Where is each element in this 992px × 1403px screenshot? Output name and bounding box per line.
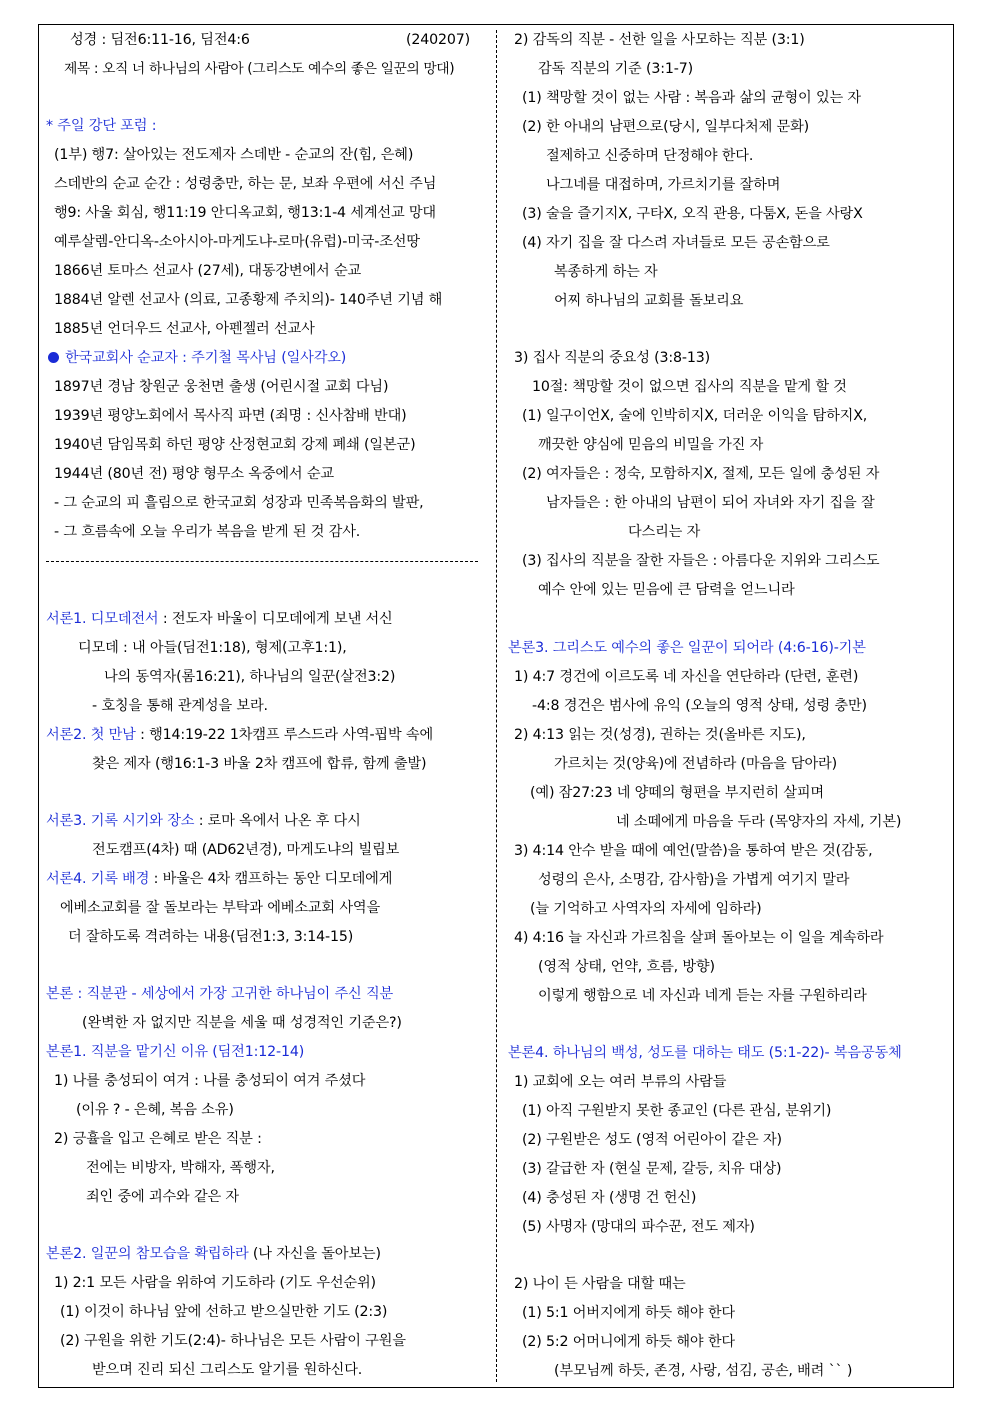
overseer-line: (3) 술을 즐기지X, 구타X, 오직 관용, 다툼X, 돈을 사랑X bbox=[522, 206, 863, 222]
intro-2 bbox=[46, 725, 433, 745]
elder-line: (2) 5:2 어머니에게 하듯 해야 한다 bbox=[522, 1334, 735, 1350]
intro-4-text: : 바울은 4차 캠프하는 동안 디모데에게 bbox=[149, 871, 393, 887]
body2-line: (2) 구원을 위한 기도(2:4)- 하나님은 모든 사람이 구원을 bbox=[60, 1333, 406, 1349]
overseer-line: 복종하게 하는 자 bbox=[554, 264, 658, 280]
elder-line: (1) 5:1 어버지에게 하듯 해야 한다 bbox=[522, 1305, 735, 1321]
intro-1 bbox=[46, 609, 393, 629]
deacon-line: 깨끗한 양심에 믿음의 비밀을 가진 자 bbox=[538, 437, 764, 453]
overseer-line: 나그네를 대접하며, 가르치기를 잘하며 bbox=[546, 177, 781, 193]
intro-2-text: : 행14:19-22 1차캠프 루스드라 사역-핍박 속에 bbox=[135, 727, 434, 743]
body3-line: 성령의 은사, 소명감, 감사함)을 가볍게 여기지 말라 bbox=[538, 872, 850, 888]
deacon-line: 10절: 책망할 것이 없으면 집사의 직분을 맡게 할 것 bbox=[532, 379, 847, 395]
martyr-line: - 그 흐름속에 오늘 우리가 복음을 받게 된 것 감사. bbox=[54, 524, 361, 540]
body1-line: 2) 긍휼을 입고 은혜로 받은 직분 : bbox=[54, 1131, 262, 1147]
martyr-line: 1940년 담임목회 하던 평양 산정현교회 강제 폐쇄 (일본군) bbox=[54, 437, 416, 453]
intro-4-line: 에베소교회를 잘 돌보라는 부탁과 에베소교회 사역을 bbox=[60, 900, 381, 916]
body2-heading bbox=[46, 1244, 381, 1264]
column-divider bbox=[496, 30, 497, 1382]
martyr-line: 1897년 경남 창원군 웅천면 출생 (어린시절 교회 다님) bbox=[54, 379, 389, 395]
body3-heading: 본론3. 그리스도 예수의 좋은 일꾼이 되어라 (4:6-16)-기본 bbox=[508, 640, 866, 656]
intro-2-label: 서론2. 첫 만남 bbox=[46, 727, 136, 743]
deacon-line: (2) 여자들은 : 정숙, 모함하지X, 절제, 모든 일에 충성된 자 bbox=[522, 466, 880, 482]
body3-line: (예) 잠27:23 네 양떼의 형편을 부지런히 살피며 bbox=[530, 785, 824, 801]
body4-line: (3) 갈급한 자 (현실 문제, 갈등, 치유 대상) bbox=[522, 1161, 782, 1177]
sermon-title: 제목 : 오직 너 하나님의 사람아 (그리스도 예수의 좋은 일꾼의 망대) bbox=[64, 61, 455, 77]
body4-line: (2) 구원받은 성도 (영적 어린아이 같은 자) bbox=[522, 1132, 782, 1148]
deacon-line: 다스리는 자 bbox=[628, 524, 701, 540]
body2-line: (1) 이것이 하나님 앞에 선하고 받으실만한 기도 (2:3) bbox=[60, 1304, 388, 1320]
martyr-line: - 그 순교의 피 흘림으로 한국교회 성장과 민족복음화의 발판, bbox=[54, 495, 424, 511]
section-separator bbox=[46, 561, 478, 562]
body2-heading-label: 본론2. 일꾼의 참모습을 확립하라 bbox=[46, 1246, 249, 1262]
body2-heading-tail: (나 자신을 돌아보는) bbox=[248, 1246, 381, 1262]
body4-heading: 본론4. 하나님의 백성, 성도를 대하는 태도 (5:1-22)- 복음공동체 bbox=[508, 1045, 902, 1061]
deacon-line: 예수 안에 있는 믿음에 큰 담력을 얻느니라 bbox=[538, 582, 795, 598]
overseer-line: (4) 자기 집을 잘 다스려 자녀들로 모든 공손함으로 bbox=[522, 235, 830, 251]
body2-line: 받으며 진리 되신 그리스도 알기를 원하신다. bbox=[92, 1362, 363, 1378]
bullet-icon bbox=[48, 352, 59, 363]
elder-line: (부모님께 하듯, 존경, 사랑, 섬김, 공손, 배려 `` ) bbox=[554, 1363, 853, 1379]
body3-line: (영적 상태, 언약, 흐름, 방향) bbox=[538, 959, 715, 975]
intro-3-line: 전도캠프(4차) 때 (AD62년경), 마게도냐의 빌립보 bbox=[92, 842, 400, 858]
deacon-line: 3) 집사 직분의 중요성 (3:8-13) bbox=[514, 350, 711, 366]
body3-line: 3) 4:14 안수 받을 때에 예언(말씀)을 통하여 받은 것(감동, bbox=[514, 843, 873, 859]
body1-line: 죄인 중에 괴수와 같은 자 bbox=[86, 1189, 239, 1205]
martyr-heading-text: 한국교회사 순교자 : 주기철 목사님 (일사각오) bbox=[65, 350, 347, 366]
intro-1-line: - 호칭을 통해 관계성을 보라. bbox=[92, 698, 268, 714]
intro-4-line: 더 잘하도록 격려하는 내용(딤전1:3, 3:14-15) bbox=[68, 929, 354, 945]
main-body-sub: (완벽한 자 없지만 직분을 세울 때 성경적인 기준은?) bbox=[82, 1015, 402, 1031]
intro-1-label: 서론1. 디모데전서 bbox=[46, 611, 159, 627]
body3-line: 4) 4:16 늘 자신과 가르침을 살펴 돌아보는 이 일을 계속하라 bbox=[514, 930, 884, 946]
martyr-heading bbox=[48, 348, 346, 368]
martyr-line: 1944년 (80년 전) 평양 형무소 옥중에서 순교 bbox=[54, 466, 334, 482]
body4-line: 1) 교회에 오는 여러 부류의 사람들 bbox=[514, 1074, 727, 1090]
overseer-line: (2) 한 아내의 남편으로(당시, 일부다처제 문화) bbox=[522, 119, 810, 135]
martyr-line: 1939년 평양노회에서 목사직 파면 (죄명 : 신사참배 반대) bbox=[54, 408, 407, 424]
date-code: (240207) bbox=[406, 32, 471, 48]
deacon-line: (3) 집사의 직분을 잘한 자들은 : 아름다운 지위와 그리스도 bbox=[522, 553, 880, 569]
body4-line: (1) 아직 구원받지 못한 종교인 (다른 관심, 분위기) bbox=[522, 1103, 832, 1119]
body2-line: 1) 2:1 모든 사람을 위하여 기도하라 (기도 우선순위) bbox=[54, 1275, 376, 1291]
intro-3-label: 서론3. 기록 시기와 장소 bbox=[46, 813, 195, 829]
forum-line: 스데반의 순교 순간 : 성령충만, 하는 문, 보좌 우편에 서신 주님 bbox=[54, 176, 437, 192]
body3-line: 네 소떼에게 마음을 두라 (목양자의 자세, 기본) bbox=[616, 814, 902, 830]
body1-heading: 본론1. 직분을 맡기신 이유 (딤전1:12-14) bbox=[46, 1044, 305, 1060]
intro-3 bbox=[46, 811, 361, 831]
scripture-reference: 성경 : 딤전6:11-16, 딤전4:6 bbox=[70, 32, 250, 48]
body3-line: (늘 기억하고 사역자의 자세에 임하라) bbox=[530, 901, 762, 917]
intro-2-line: 찾은 제자 (행16:1-3 바울 2차 캠프에 합류, 함께 출발) bbox=[92, 756, 427, 772]
body1-line: (이유 ? - 은혜, 복음 소유) bbox=[76, 1102, 234, 1118]
overseer-line: 절제하고 신중하며 단정해야 한다. bbox=[546, 148, 754, 164]
body3-line: 이렇게 행함으로 네 자신과 네게 듣는 자를 구원하리라 bbox=[538, 988, 867, 1004]
body3-line: 2) 4:13 읽는 것(성경), 권하는 것(올바른 지도), bbox=[514, 727, 806, 743]
deacon-line: (1) 일구이언X, 술에 인박히지X, 더러운 이익을 탐하지X, bbox=[522, 408, 868, 424]
forum-line: (1부) 행7: 살아있는 전도제자 스데반 - 순교의 잔(힘, 은혜) bbox=[54, 147, 414, 163]
forum-line: 1884년 알렌 선교사 (의료, 고종황제 주치의)- 140주년 기념 해 bbox=[54, 292, 443, 308]
intro-1-line: 디모데 : 내 아들(딤전1:18), 형제(고후1:1), bbox=[78, 640, 347, 656]
body3-line: 가르치는 것(양육)에 전념하라 (마음을 담아라) bbox=[554, 756, 837, 772]
forum-heading: * 주일 강단 포럼 : bbox=[46, 118, 157, 134]
forum-line: 예루살렘-안디옥-소아시아-마게도냐-로마(유럽)-미국-조선땅 bbox=[54, 234, 420, 250]
body1-line: 전에는 비방자, 박해자, 폭행자, bbox=[86, 1160, 275, 1176]
intro-1-line: 나의 동역자(롬16:21), 하나님의 일꾼(살전3:2) bbox=[104, 669, 396, 685]
overseer-line: 감독 직분의 기준 (3:1-7) bbox=[538, 61, 693, 77]
forum-line: 행9: 사울 회심, 행11:19 안디옥교회, 행13:1-4 세계선교 망대 bbox=[54, 205, 436, 221]
deacon-line: 남자들은 : 한 아내의 남편이 되어 자녀와 자기 집을 잘 bbox=[546, 495, 875, 511]
body3-line: 1) 4:7 경건에 이르도록 네 자신을 연단하라 (단련, 훈련) bbox=[514, 669, 859, 685]
overseer-line: (1) 책망할 것이 없는 사람 : 복음과 삶의 균형이 있는 자 bbox=[522, 90, 861, 106]
body1-line: 1) 나를 충성되이 여겨 : 나를 충성되이 여겨 주셨다 bbox=[54, 1073, 366, 1089]
intro-4 bbox=[46, 869, 392, 889]
overseer-line: 어찌 하나님의 교회를 돌보리요 bbox=[554, 293, 744, 309]
forum-line: 1866년 토마스 선교사 (27세), 대동강변에서 순교 bbox=[54, 263, 362, 279]
overseer-line: 2) 감독의 직분 - 선한 일을 사모하는 직분 (3:1) bbox=[514, 32, 805, 48]
elder-line: 2) 나이 든 사람을 대할 때는 bbox=[514, 1276, 686, 1292]
main-body-heading: 본론 : 직분관 - 세상에서 가장 고귀한 하나님이 주신 직분 bbox=[46, 986, 394, 1002]
body4-line: (5) 사명자 (망대의 파수꾼, 전도 제자) bbox=[522, 1219, 755, 1235]
forum-line: 1885년 언더우드 선교사, 아펜젤러 선교사 bbox=[54, 321, 315, 337]
intro-4-label: 서론4. 기록 배경 bbox=[46, 871, 150, 887]
intro-1-text: : 전도자 바울이 디모데에게 보낸 서신 bbox=[158, 611, 393, 627]
body4-line: (4) 충성된 자 (생명 건 헌신) bbox=[522, 1190, 697, 1206]
body3-line: -4:8 경건은 범사에 유익 (오늘의 영적 상태, 성령 충만) bbox=[532, 698, 867, 714]
intro-3-text: : 로마 옥에서 나온 후 다시 bbox=[194, 813, 361, 829]
